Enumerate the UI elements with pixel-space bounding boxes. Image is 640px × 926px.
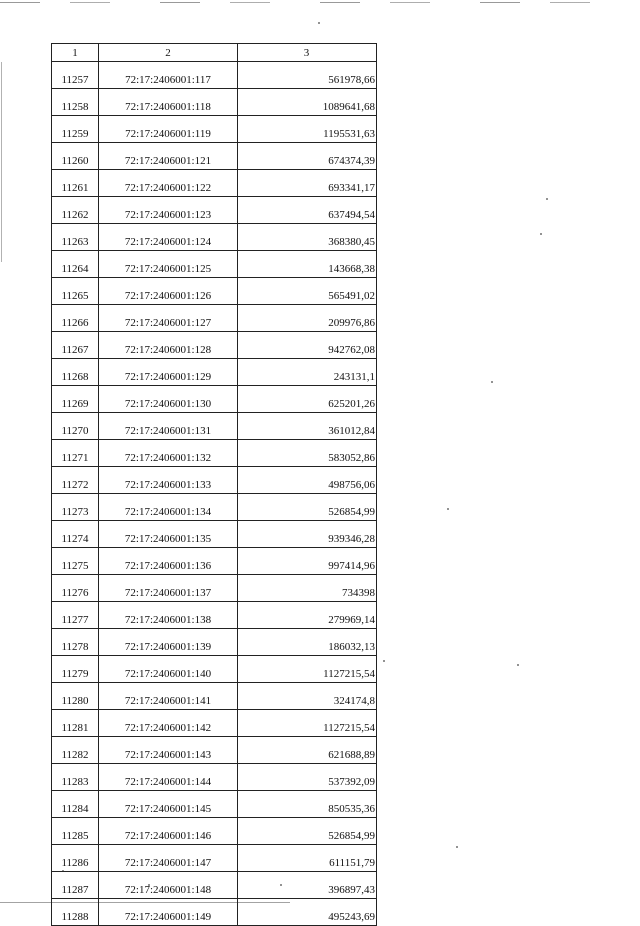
row-number-cell: 11278	[52, 629, 99, 656]
cadastral-value-cell: 526854,99	[238, 818, 377, 845]
cadastral-value-cell: 734398	[238, 575, 377, 602]
scan-speck	[491, 381, 493, 383]
scan-speck	[318, 22, 320, 24]
row-number-cell: 11260	[52, 143, 99, 170]
header-col-1: 1	[52, 44, 99, 62]
table-row	[52, 548, 377, 575]
table-row	[52, 278, 377, 305]
table-row	[52, 818, 377, 845]
cadastral-number-cell: 72:17:2406001:137	[99, 575, 238, 602]
scan-speck	[517, 664, 519, 666]
cadastral-number-cell: 72:17:2406001:146	[99, 818, 238, 845]
row-number-cell: 11264	[52, 251, 99, 278]
cadastral-value-cell: 498756,06	[238, 467, 377, 494]
cadastral-value-cell: 209976,86	[238, 305, 377, 332]
table-header	[52, 44, 377, 62]
cadastral-value-cell: 537392,09	[238, 764, 377, 791]
row-number-cell: 11257	[52, 62, 99, 89]
row-number-cell: 11276	[52, 575, 99, 602]
header-col-2: 2	[99, 44, 238, 62]
cadastral-number-cell: 72:17:2406001:142	[99, 710, 238, 737]
row-number-cell: 11262	[52, 197, 99, 224]
table-row	[52, 737, 377, 764]
cadastral-number-cell: 72:17:2406001:122	[99, 170, 238, 197]
scan-speck	[456, 846, 458, 848]
cadastral-value-cell: 1089641,68	[238, 89, 377, 116]
table-row	[52, 629, 377, 656]
cadastral-value-cell: 693341,17	[238, 170, 377, 197]
row-number-cell: 11265	[52, 278, 99, 305]
row-number-cell: 11272	[52, 467, 99, 494]
row-number-cell: 11277	[52, 602, 99, 629]
table-row	[52, 683, 377, 710]
table-row	[52, 413, 377, 440]
table-body	[52, 62, 377, 926]
row-number-cell: 11261	[52, 170, 99, 197]
cadastral-number-cell: 72:17:2406001:141	[99, 683, 238, 710]
scan-edge-top	[0, 2, 640, 3]
cadastral-number-cell: 72:17:2406001:139	[99, 629, 238, 656]
cadastral-number-cell: 72:17:2406001:140	[99, 656, 238, 683]
row-number-cell: 11286	[52, 845, 99, 872]
cadastral-number-cell: 72:17:2406001:128	[99, 332, 238, 359]
cadastral-number-cell: 72:17:2406001:147	[99, 845, 238, 872]
table-row	[52, 899, 377, 926]
cadastral-value-cell: 1127215,54	[238, 710, 377, 737]
scan-edge-left	[1, 62, 2, 262]
cadastral-value-cell: 186032,13	[238, 629, 377, 656]
cadastral-number-cell: 72:17:2406001:117	[99, 62, 238, 89]
row-number-cell: 11258	[52, 89, 99, 116]
cadastral-value-table	[51, 43, 377, 926]
cadastral-number-cell: 72:17:2406001:119	[99, 116, 238, 143]
scan-speck	[546, 198, 548, 200]
cadastral-number-cell: 72:17:2406001:118	[99, 89, 238, 116]
row-number-cell: 11267	[52, 332, 99, 359]
cadastral-number-cell: 72:17:2406001:133	[99, 467, 238, 494]
cadastral-number-cell: 72:17:2406001:134	[99, 494, 238, 521]
table-row	[52, 170, 377, 197]
cadastral-number-cell: 72:17:2406001:143	[99, 737, 238, 764]
table-row	[52, 602, 377, 629]
header-row	[52, 44, 377, 62]
scan-speck	[540, 233, 542, 235]
cadastral-value-cell: 611151,79	[238, 845, 377, 872]
cadastral-number-cell: 72:17:2406001:132	[99, 440, 238, 467]
table-row	[52, 521, 377, 548]
cadastral-value-cell: 526854,99	[238, 494, 377, 521]
cadastral-number-cell: 72:17:2406001:136	[99, 548, 238, 575]
cadastral-number-cell: 72:17:2406001:138	[99, 602, 238, 629]
cadastral-value-cell: 997414,96	[238, 548, 377, 575]
cadastral-number-cell: 72:17:2406001:124	[99, 224, 238, 251]
cadastral-number-cell: 72:17:2406001:148	[99, 872, 238, 899]
table-row	[52, 197, 377, 224]
cadastral-value-cell: 396897,43	[238, 872, 377, 899]
cadastral-value-cell: 361012,84	[238, 413, 377, 440]
cadastral-number-cell: 72:17:2406001:129	[99, 359, 238, 386]
cadastral-value-cell: 1127215,54	[238, 656, 377, 683]
row-number-cell: 11285	[52, 818, 99, 845]
table-row	[52, 224, 377, 251]
cadastral-number-cell: 72:17:2406001:125	[99, 251, 238, 278]
table-row	[52, 251, 377, 278]
cadastral-number-cell: 72:17:2406001:127	[99, 305, 238, 332]
cadastral-number-cell: 72:17:2406001:145	[99, 791, 238, 818]
table-row	[52, 845, 377, 872]
cadastral-number-cell: 72:17:2406001:121	[99, 143, 238, 170]
table-row	[52, 62, 377, 89]
cadastral-number-cell: 72:17:2406001:123	[99, 197, 238, 224]
table-row	[52, 656, 377, 683]
cadastral-value-cell: 637494,54	[238, 197, 377, 224]
row-number-cell: 11270	[52, 413, 99, 440]
scan-speck	[447, 508, 449, 510]
cadastral-value-cell: 368380,45	[238, 224, 377, 251]
row-number-cell: 11273	[52, 494, 99, 521]
cadastral-value-cell: 565491,02	[238, 278, 377, 305]
table-row	[52, 440, 377, 467]
cadastral-value-cell: 621688,89	[238, 737, 377, 764]
cadastral-number-cell: 72:17:2406001:130	[99, 386, 238, 413]
cadastral-number-cell: 72:17:2406001:144	[99, 764, 238, 791]
row-number-cell: 11283	[52, 764, 99, 791]
cadastral-value-cell: 583052,86	[238, 440, 377, 467]
cadastral-number-cell: 72:17:2406001:135	[99, 521, 238, 548]
cadastral-value-cell: 495243,69	[238, 899, 377, 926]
row-number-cell: 11282	[52, 737, 99, 764]
row-number-cell: 11284	[52, 791, 99, 818]
row-number-cell: 11269	[52, 386, 99, 413]
row-number-cell: 11288	[52, 899, 99, 926]
cadastral-value-cell: 625201,26	[238, 386, 377, 413]
cadastral-number-cell: 72:17:2406001:149	[99, 899, 238, 926]
row-number-cell: 11268	[52, 359, 99, 386]
cadastral-number-cell: 72:17:2406001:126	[99, 278, 238, 305]
table-row	[52, 467, 377, 494]
cadastral-value-cell: 850535,36	[238, 791, 377, 818]
cadastral-value-cell: 674374,39	[238, 143, 377, 170]
cadastral-value-cell: 1195531,63	[238, 116, 377, 143]
row-number-cell: 11271	[52, 440, 99, 467]
table-row	[52, 494, 377, 521]
scan-speck	[383, 660, 385, 662]
table-row	[52, 791, 377, 818]
table-row	[52, 872, 377, 899]
row-number-cell: 11266	[52, 305, 99, 332]
cadastral-number-cell: 72:17:2406001:131	[99, 413, 238, 440]
cadastral-value-cell: 143668,38	[238, 251, 377, 278]
row-number-cell: 11275	[52, 548, 99, 575]
cadastral-value-cell: 279969,14	[238, 602, 377, 629]
table-row	[52, 143, 377, 170]
row-number-cell: 11280	[52, 683, 99, 710]
row-number-cell: 11287	[52, 872, 99, 899]
table-row	[52, 386, 377, 413]
cadastral-value-cell: 939346,28	[238, 521, 377, 548]
table-row	[52, 575, 377, 602]
table-row	[52, 710, 377, 737]
cadastral-value-cell: 942762,08	[238, 332, 377, 359]
table-row	[52, 305, 377, 332]
table-row	[52, 332, 377, 359]
cadastral-value-cell: 324174,8	[238, 683, 377, 710]
row-number-cell: 11263	[52, 224, 99, 251]
table-row	[52, 359, 377, 386]
table-row	[52, 89, 377, 116]
table-row	[52, 764, 377, 791]
row-number-cell: 11259	[52, 116, 99, 143]
row-number-cell: 11281	[52, 710, 99, 737]
table-row	[52, 116, 377, 143]
cadastral-value-cell: 243131,1	[238, 359, 377, 386]
cadastral-value-cell: 561978,66	[238, 62, 377, 89]
row-number-cell: 11274	[52, 521, 99, 548]
row-number-cell: 11279	[52, 656, 99, 683]
header-col-3: 3	[238, 44, 377, 62]
